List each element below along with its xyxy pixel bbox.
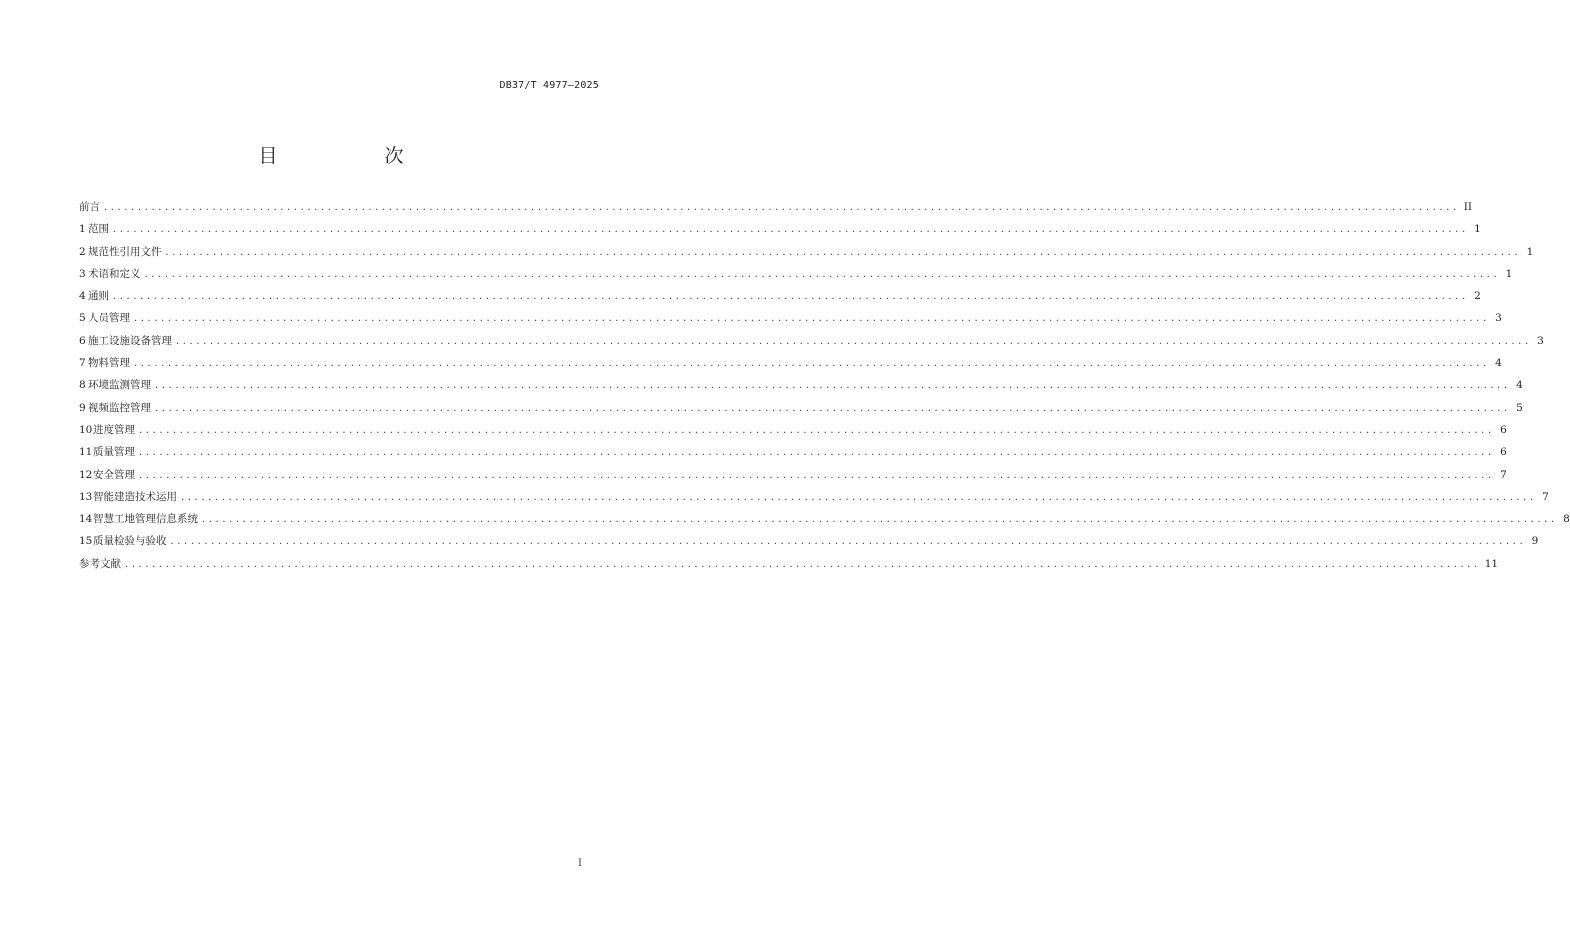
toc-dot-leader: ........................................................................................................................................................................................................ [139,447,1495,459]
toc-entry[interactable] [79,266,1513,288]
toc-entry-label: 规范性引用文件 [88,245,162,258]
toc-entry-page: 5 [1516,401,1523,414]
toc-dot-leader: ........................................................................................................................................................................................................ [113,224,1469,236]
toc-entry-label: 人员管理 [88,312,130,325]
toc-dot-leader: ........................................................................................................................................................................................................ [134,358,1490,370]
toc-dot-leader: ........................................................................................................................................................................................................ [113,291,1469,303]
toc-entry-number: 7 [79,357,86,370]
toc-entry-page: 11 [1484,557,1499,570]
toc-entry-page: 1 [1474,223,1481,236]
table-of-contents [79,199,1570,578]
toc-dot-leader: ........................................................................................................................................................................................................ [144,268,1501,280]
toc-entry[interactable] [79,533,1539,555]
toc-entry-page: 6 [1500,446,1507,459]
toc-entry[interactable] [79,377,1523,399]
toc-entry-number: 1 [79,223,86,236]
toc-entry-page: 1 [1526,245,1534,258]
toc-entry[interactable] [79,489,1549,511]
toc-entry-page: 4 [1495,357,1502,370]
toc-entry-number: 9 [79,401,86,414]
page-number: I [578,858,582,869]
toc-entry[interactable] [79,310,1502,332]
toc-entry-label: 前言 [79,201,100,213]
toc-entry-label: 安全管理 [93,468,135,481]
toc-entry[interactable] [79,511,1570,533]
toc-entry-page: 6 [1500,423,1507,436]
toc-dot-leader: ........................................................................................................................................................................................................ [181,491,1537,503]
toc-dot-leader: ........................................................................................................................................................................................................ [155,380,1511,392]
toc-entry[interactable] [79,422,1507,444]
toc-dot-leader: ........................................................................................................................................................................................................ [139,469,1495,481]
page-title: 目 次 [258,145,448,167]
toc-dot-leader: ........................................................................................................................................................................................................ [104,202,1460,213]
toc-dot-leader: ........................................................................................................................................................................................................ [125,558,1481,570]
toc-entry-label: 智能建造技术运用 [93,490,177,503]
toc-entry[interactable] [79,244,1534,266]
toc-entry-number: 15 [79,535,93,548]
toc-dot-leader: ........................................................................................................................................................................................................ [202,514,1558,526]
toc-entry-page: 8 [1563,513,1570,526]
toc-entry-number: 8 [79,379,86,392]
toc-entry-label: 质量检验与验收 [93,535,167,548]
toc-entry-number: 3 [79,267,86,280]
toc-entry-number: 10 [79,423,93,436]
toc-entry-label: 参考文献 [79,557,121,570]
toc-entry-page: 7 [1500,468,1507,481]
toc-entry-page: II [1463,201,1473,213]
toc-entry[interactable] [79,333,1544,355]
toc-entry-page: 1 [1505,267,1513,280]
toc-entry-page: 3 [1537,334,1544,347]
toc-entry-number: 2 [79,245,86,258]
toc-entry-page: 4 [1516,379,1523,392]
toc-entry-label: 视频监控管理 [88,401,151,414]
toc-dot-leader: ........................................................................................................................................................................................................ [165,246,1522,258]
toc-entry-number: 11 [79,446,93,459]
toc-entry-label: 物料管理 [88,357,130,370]
toc-entry-number: 4 [79,290,86,303]
toc-dot-leader: ........................................................................................................................................................................................................ [170,536,1527,548]
toc-entry-label: 质量管理 [93,446,135,459]
toc-entry[interactable] [79,288,1481,310]
toc-entry-page: 2 [1474,290,1481,303]
toc-entry[interactable] [79,444,1507,466]
toc-entry-label: 通则 [88,290,109,303]
toc-entry-label: 环境监测管理 [88,379,151,392]
toc-entry[interactable] [79,400,1523,422]
toc-entry[interactable] [79,467,1507,489]
toc-dot-leader: ........................................................................................................................................................................................................ [139,424,1495,436]
toc-entry-number: 6 [79,334,86,347]
toc-entry[interactable] [79,221,1481,243]
toc-entry-label: 术语和定义 [88,267,141,280]
toc-entry[interactable] [79,556,1499,578]
toc-entry-number: 12 [79,468,93,481]
toc-entry-page: 7 [1542,490,1549,503]
toc-entry-label: 范围 [88,223,109,236]
toc-entry-label: 施工设施设备管理 [88,334,172,347]
toc-entry[interactable] [79,199,1473,221]
toc-dot-leader: ........................................................................................................................................................................................................ [155,402,1511,414]
toc-entry[interactable] [79,355,1502,377]
toc-entry-page: 3 [1495,312,1502,325]
toc-entry-number: 5 [79,312,86,325]
document-code: DB37/T 4977—2025 [499,80,599,91]
toc-dot-leader: ........................................................................................................................................................................................................ [134,313,1490,325]
toc-entry-number: 14 [79,513,93,526]
toc-dot-leader: ........................................................................................................................................................................................................ [176,335,1532,347]
toc-entry-number: 13 [79,490,93,503]
toc-entry-page: 9 [1531,535,1539,548]
toc-entry-label: 进度管理 [93,423,135,436]
toc-entry-label: 智慧工地管理信息系统 [93,513,198,526]
